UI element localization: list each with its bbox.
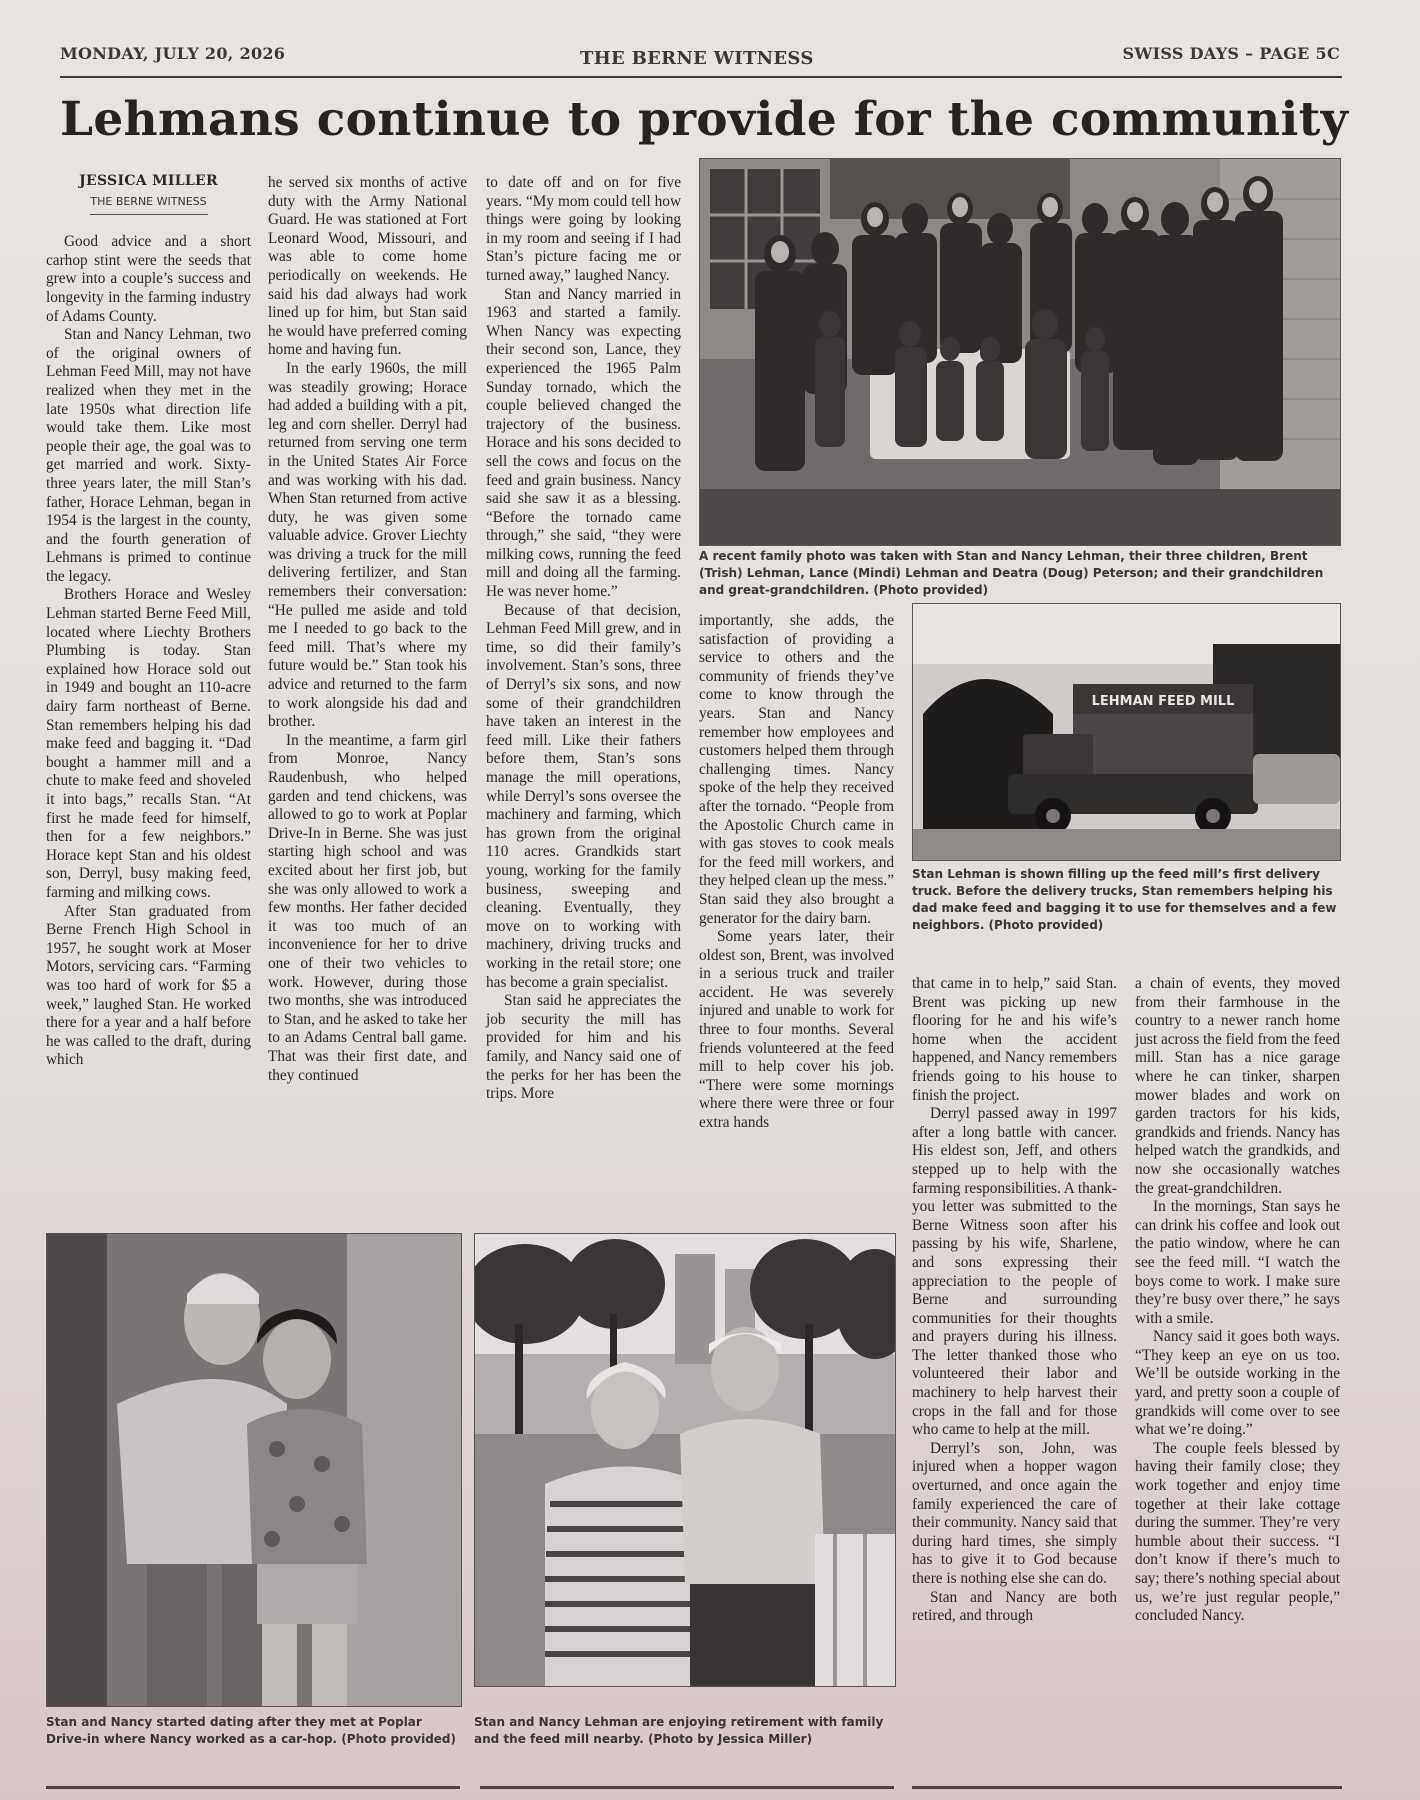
- paragraph: In the mornings, Stan says he can drink his coffee and look out the patio window, where he can see the feed mill. “I watch the boys come to work. I make sure they’re busy over there,” he says with a smile.: [1135, 1198, 1340, 1327]
- issue-date: MONDAY, JULY 20, 2026: [60, 44, 286, 63]
- section-page: SWISS DAYS – PAGE 5C: [1122, 44, 1340, 63]
- byline-organization: THE BERNE WITNESS: [90, 193, 208, 216]
- paragraph: that came in to help,” said Stan. Brent was picking up new flooring for he and his wife’s home when the accident happened, and Nancy remembers friends going to his house to finish the project.: [912, 975, 1117, 1104]
- footer-rule: [46, 1786, 460, 1789]
- paragraph: to date off and on for five years. “My mom could tell how things were going by looking in my room and seeing if I had Stan’s picture facing me or turned away,” laughed Nancy.: [486, 174, 681, 284]
- paper-name: THE BERNE WITNESS: [580, 48, 814, 69]
- byline-author: JESSICA MILLER: [79, 173, 218, 189]
- paragraph: a chain of events, they moved from their farmhouse in the country to a newer ranch home just across the field from the feed mill. Stan has a nice garage where he can tinker, sharpen mower blades and work on garden tractors for his kids, grandkids and friends. Nancy has helped watch the grandkids, and now she occasionally watches the great-grandchildren.: [1135, 975, 1340, 1197]
- paragraph: Derryl’s son, John, was injured when a hopper wagon overturned, and once again the family experienced the care of their community. Nancy said that during hard times, she simply has to give it to God because there is nothing else she can do.: [912, 1439, 1117, 1587]
- article-column-5: [912, 975, 1117, 1626]
- paragraph: After Stan graduated from Berne French High School in 1957, he sought work at Moser Motors, servicing cars. “Farming was too hard of work for $5 a week,” laughed Stan. He worked there for a year and a half before he was called to the draft, during which: [46, 902, 251, 1069]
- footer-rule: [912, 1786, 1342, 1789]
- delivery-truck-caption: Stan Lehman is shown filling up the feed mill’s first delivery truck. Before the delivery trucks, Stan remembers helping his dad make feed and bagging it to use for themselves and a few neighbors. (Photo provided): [912, 867, 1337, 932]
- delivery-truck-image: [913, 604, 1340, 860]
- paragraph: Because of that decision, Lehman Feed Mill grew, and in time, so did their family’s involvement. Stan’s sons, three of Derryl’s six sons, and now some of their grandchildren have taken an interest in the feed mill. Like their fathers before them, Stan’s sons manage the mill operations, while Derryl’s sons oversee the machinery and farming, which has grown from the original 110 acres. Grandkids start young, working for the family business, sweeping and cleaning. Eventually, they move on to working with machinery, driving trucks and working in the retail store; one has become a grain specialist.: [486, 601, 681, 991]
- truck-sign: LEHMAN FEED MILL: [1091, 694, 1235, 709]
- article-column-6: [1135, 975, 1340, 1626]
- footer-rule: [480, 1786, 894, 1789]
- paragraph: Stan and Nancy are both retired, and through: [912, 1588, 1117, 1625]
- paragraph: Derryl passed away in 1997 after a long battle with cancer. His eldest son, Jeff, and others stepped up to help with the farming responsibilities. A thank-you letter was submitted to the Berne Witness soon after his passing by his wife, Sharlene, and sons expressing their appreciation to the people of Berne and surrounding communities for their thoughts and prayers during his illness. The letter thanked those who volunteered their labor and machinery to help harvest their crops in the fall and for those who came to help at the mill.: [912, 1105, 1117, 1439]
- article-column-2: [268, 174, 467, 1085]
- retirement-photo-image: [475, 1234, 895, 1686]
- paragraph: importantly, she adds, the satisfaction of providing a service to others and the community of friends they’ve come to know through the years. Stan and Nancy remember how employees and customers helped them through challenging times. Nancy spoke of the help they received after the tornado. “People from the Apostolic Church came in with gas stoves to cook meals for the feed mill workers, and they helped clean up the mess.” Stan said they also brought a generator for the dairy barn.: [699, 612, 894, 927]
- paragraph: In the early 1960s, the mill was steadily growing; Horace had added a building with a pit, leg and corn sheller. Derryl had returned from serving one term in the United States Air Force and was working with his dad. When Stan returned from active duty, he was given some valuable advice. Grover Liechty was driving a truck for the mill delivering fertilizer, and Stan remembers their conversation: “He pulled me aside and told me I needed to go back to the feed mill. That’s where my future would be.” Stan took his advice and returned to the farm to work alongside his dad and brother.: [268, 359, 467, 731]
- article-column-3: [486, 174, 681, 1104]
- dating-photo-image: [47, 1234, 461, 1706]
- paragraph: he served six months of active duty with the Army National Guard. He was stationed at Fort Leonard Wood, Missouri, and was able to come home periodically on weekends. He said his dad always had work lined up for him, but Stan said he would have preferred coming home and having fun.: [268, 174, 467, 359]
- paragraph: Nancy said it goes both ways. “They keep an eye on us too. We’ll be outside working in the yard, and pretty soon a couple of grandkids will come over to see what we’re doing.”: [1135, 1328, 1340, 1439]
- article-column-4: [699, 612, 894, 1133]
- paragraph: Stan and Nancy married in 1963 and started a family. When Nancy was expecting their second son, Lance, they experienced the 1965 Palm Sunday tornado, which the couple believed changed the trajectory of the business. Horace and his sons decided to sell the cows and focus on the feed and grain business. Nancy said she saw it as a blessing. “Before the tornado came through,” she said, “they were milking cows, running the feed mill and doing all the farming. He was never home.”: [486, 285, 681, 601]
- retirement-photo: [474, 1233, 896, 1687]
- family-photo-caption: A recent family photo was taken with Stan and Nancy Lehman, their three children, Brent (Trish) Lehman, Lance (Mindi) Lehman and Deatra (Doug) Peterson; and their grandchildren and great-grandchildren. (Photo provided): [699, 549, 1324, 597]
- paragraph: Stan said he appreciates the job security the mill has provided for him and his family, and Nancy said one of the perks for her has been the trips. More: [486, 992, 681, 1103]
- retirement-photo-caption: Stan and Nancy Lehman are enjoying retirement with family and the feed mill nearby. (Photo by Jessica Miller): [474, 1715, 884, 1746]
- family-photo-image: [700, 159, 1340, 545]
- dating-photo: [46, 1233, 462, 1707]
- paragraph: In the meantime, a farm girl from Monroe, Nancy Raudenbush, who helped garden and tend chickens, was allowed to go to work at Poplar Drive-In in Berne. She was just starting high school and was excited about her first job, but she was only allowed to work a few months. Her father decided it was too much of an inconvenience for her to drive one of their two vehicles to work. However, during those two months, she was introduced to Stan, and he asked to take her to an Adams Central ball game. That was their first date, and they continued: [268, 731, 467, 1084]
- article-column-1: [46, 172, 251, 1070]
- header-rule: [60, 76, 1342, 78]
- paragraph: Some years later, their oldest son, Brent, was involved in a serious truck and trailer accident. He was severely injured and unable to work for three to four months. Several friends volunteered at the feed mill to help cover his job. “There were some mornings where there were three or four extra hands: [699, 928, 894, 1132]
- family-photo: [699, 158, 1341, 546]
- paragraph: Brothers Horace and Wesley Lehman started Berne Feed Mill, located where Liechty Brothers Plumbing is today. Stan explained how Horace sold out in 1949 and bought an 110-acre dairy farm northeast of Berne. Stan remembers helping his dad make feed and bagging it. “Dad bought a hammer mill and a chute to make feed and shoveled it into bags,” recalls Stan. “At first he made feed for himself, then for a few neighbors.” Horace kept Stan and his oldest son, Derryl, busy making feed, farming and milking cows.: [46, 586, 251, 901]
- paragraph: Stan and Nancy Lehman, two of the original owners of Lehman Feed Mill, may not have realized when they met in the late 1950s what direction life would take them. Like most people their age, the goal was to get married and work. Sixty-three years later, the mill Stan’s father, Horace Lehman, began in 1954 is the largest in the county, and the fourth generation of Lehmans is primed to continue the legacy.: [46, 326, 251, 585]
- delivery-truck-photo: [912, 603, 1341, 861]
- article-headline: Lehmans continue to provide for the community: [60, 92, 1349, 147]
- dating-photo-caption: Stan and Nancy started dating after they met at Poplar Drive-in where Nancy worked as a car-hop. (Photo provided): [46, 1715, 457, 1746]
- paragraph: Good advice and a short carhop stint were the seeds that grew into a couple’s success and longevity in the farming industry of Adams County.: [46, 233, 251, 325]
- paragraph: The couple feels blessed by having their family close; they work together and enjoy time together at their lake cottage during the summer. They’re very humble about their success. “I don’t know if there’s much to say; there’s nothing special about us, we’re just regular people,” concluded Nancy.: [1135, 1439, 1340, 1625]
